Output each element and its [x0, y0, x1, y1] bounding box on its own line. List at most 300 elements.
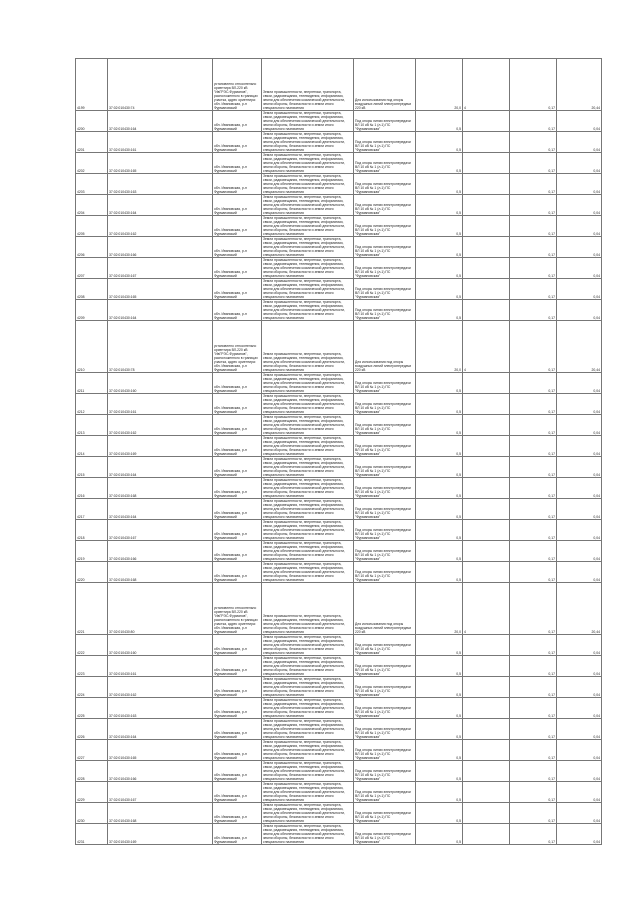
unit-cell	[463, 394, 510, 415]
coefficient-cell: 0,17	[510, 373, 557, 394]
cadastral-number-cell: 37:02:010430:80	[108, 583, 213, 635]
land-category-cell: Земли промышленности, энергетики, транспорта, связи, радиовещания, телевидения, информатики, земли для обеспечения космической деятельности, земли обороны, безопасности и земли иного специального назначения	[262, 216, 354, 237]
unit-cell	[463, 541, 510, 562]
table-row	[76, 740, 602, 761]
coefficient-cell: 0,17	[510, 457, 557, 478]
table-row	[76, 583, 602, 635]
table-row	[76, 174, 602, 195]
amount-cell: 0,04	[557, 394, 602, 415]
area-cell: 0,5	[416, 656, 463, 677]
row-number-cell: 4205	[76, 216, 108, 237]
permitted-use-cell: Под опоры линии электропередачи ВЛ 10 кВ № 1 (л-1) ПС "Фурмановская"	[354, 782, 416, 803]
coefficient-cell: 0,17	[510, 782, 557, 803]
cadastral-number-cell: 37:02:010430:161	[108, 656, 213, 677]
row-number-cell: 4230	[76, 803, 108, 824]
coefficient-cell: 0,17	[510, 656, 557, 677]
coefficient-cell: 0,17	[510, 499, 557, 520]
location-cell: обл. Ивановская, р-н Фурмановский	[213, 562, 262, 583]
unit-cell	[463, 457, 510, 478]
row-number-cell: 4208	[76, 279, 108, 300]
location-cell: обл. Ивановская, р-н Фурмановский	[213, 803, 262, 824]
permitted-use-cell: Под опоры линии электропередачи ВЛ 10 кВ № 1 (л-1) ПС "Фурмановская"	[354, 520, 416, 541]
unit-cell	[463, 499, 510, 520]
permitted-use-cell: Под опоры линии электропередачи ВЛ 10 кВ № 1 (л-1) ПС "Фурмановская"	[354, 457, 416, 478]
cadastral-number-cell: 37:02:010430:168	[108, 803, 213, 824]
unit-cell	[463, 740, 510, 761]
area-cell: 0,5	[416, 373, 463, 394]
area-cell: 0,5	[416, 740, 463, 761]
amount-cell: 0,04	[557, 803, 602, 824]
area-cell: 20,0	[416, 59, 463, 111]
table-row	[76, 698, 602, 719]
permitted-use-cell: Под опоры линии электропередачи ВЛ 10 кВ № 1 (л-1) ПС "Фурмановская"	[354, 719, 416, 740]
row-number-cell: 4226	[76, 719, 108, 740]
permitted-use-cell: Под опоры линии электропередачи ВЛ 10 кВ № 1 (л-1) ПС "Фурмановская"	[354, 761, 416, 782]
area-cell: 0,5	[416, 478, 463, 499]
cadastral-number-cell: 37:02:010430:166	[108, 761, 213, 782]
area-cell: 0,5	[416, 562, 463, 583]
permitted-use-cell: Под опоры линии электропередачи ВЛ 10 кВ № 1 (л-1) ПС "Фурмановская"	[354, 237, 416, 258]
permitted-use-cell: Под опоры линии электропередачи ВЛ 10 кВ № 1 (л-1) ПС "Фурмановская"	[354, 656, 416, 677]
table-row	[76, 761, 602, 782]
unit-cell	[463, 698, 510, 719]
table-row	[76, 656, 602, 677]
row-number-cell: 4214	[76, 436, 108, 457]
coefficient-cell: 0,17	[510, 300, 557, 321]
amount-cell: 0,04	[557, 541, 602, 562]
cadastral-number-cell: 37:02:010430:163	[108, 698, 213, 719]
coefficient-cell: 0,17	[510, 216, 557, 237]
permitted-use-cell: Под опоры линии электропередачи ВЛ 10 кВ № 1 (л-1) ПС "Фурмановская"	[354, 562, 416, 583]
unit-cell: 4	[463, 321, 510, 373]
location-cell: обл. Ивановская, р-н Фурмановский	[213, 237, 262, 258]
table-row	[76, 237, 602, 258]
location-cell: обл. Ивановская, р-н Фурмановский	[213, 258, 262, 279]
coefficient-cell: 0,17	[510, 195, 557, 216]
unit-cell	[463, 300, 510, 321]
location-cell: обл. Ивановская, р-н Фурмановский	[213, 132, 262, 153]
coefficient-cell: 0,17	[510, 59, 557, 111]
area-cell: 0,5	[416, 394, 463, 415]
permitted-use-cell: Под опоры линии электропередачи ВЛ 10 кВ № 1 (л-1) ПС "Фурмановская"	[354, 499, 416, 520]
table-row	[76, 373, 602, 394]
row-number-cell: 4224	[76, 677, 108, 698]
cadastral-number-cell: 37:02:010430:166	[108, 237, 213, 258]
permitted-use-cell: Под опоры линии электропередачи ВЛ 10 кВ № 1 (л-1) ПС "Фурмановская"	[354, 373, 416, 394]
permitted-use-cell: Под опоры линии электропередачи ВЛ 10 кВ № 1 (л-1) ПС "Фурмановская"	[354, 478, 416, 499]
table-row	[76, 195, 602, 216]
row-number-cell: 4211	[76, 373, 108, 394]
unit-cell	[463, 132, 510, 153]
coefficient-cell: 0,17	[510, 436, 557, 457]
row-number-cell: 4231	[76, 824, 108, 845]
location-cell: обл. Ивановская, р-н Фурмановский	[213, 677, 262, 698]
permitted-use-cell: Под опоры линии электропередачи ВЛ 10 кВ № 1 (л-1) ПС "Фурмановская"	[354, 258, 416, 279]
coefficient-cell: 0,17	[510, 677, 557, 698]
location-cell: обл. Ивановская, р-н Фурмановский	[213, 499, 262, 520]
coefficient-cell: 0,17	[510, 153, 557, 174]
permitted-use-cell: Под опоры линии электропередачи ВЛ 10 кВ № 1 (л-1) ПС "Фурмановская"	[354, 677, 416, 698]
land-category-cell: Земли промышленности, энергетики, транспорта, связи, радиовещания, телевидения, информатики, земли для обеспечения космической деятельности, земли обороны, безопасности и земли иного специального назначения	[262, 59, 354, 111]
location-cell: обл. Ивановская, р-н Фурмановский	[213, 824, 262, 845]
location-cell: обл. Ивановская, р-н Фурмановский	[213, 279, 262, 300]
row-number-cell: 4212	[76, 394, 108, 415]
unit-cell	[463, 373, 510, 394]
coefficient-cell: 0,17	[510, 321, 557, 373]
amount-cell: 0,04	[557, 300, 602, 321]
permitted-use-cell: Для использования под опоры воздушных линий электропередачи 220 кВ	[354, 321, 416, 373]
unit-cell	[463, 677, 510, 698]
table-row	[76, 803, 602, 824]
cadastral-number-cell: 37:02:010430:167	[108, 258, 213, 279]
coefficient-cell: 0,17	[510, 174, 557, 195]
amount-cell: 0,04	[557, 132, 602, 153]
location-cell: обл. Ивановская, р-н Фурмановский	[213, 457, 262, 478]
cadastral-number-cell: 37:02:010430:165	[108, 153, 213, 174]
area-cell: 0,5	[416, 195, 463, 216]
unit-cell	[463, 153, 510, 174]
table-row	[76, 677, 602, 698]
cadastral-number-cell: 37:02:010430:164	[108, 300, 213, 321]
amount-cell: 0,04	[557, 457, 602, 478]
row-number-cell: 4222	[76, 635, 108, 656]
cadastral-number-cell: 37:02:010430:164	[108, 457, 213, 478]
area-cell: 20,0	[416, 583, 463, 635]
amount-cell: 0,04	[557, 520, 602, 541]
coefficient-cell: 0,17	[510, 237, 557, 258]
cadastral-number-cell: 37:02:010430:167	[108, 782, 213, 803]
land-category-cell: Земли промышленности, энергетики, транспорта, связи, радиовещания, телевидения, информатики, земли для обеспечения космической деятельности, земли обороны, безопасности и земли иного специального назначения	[262, 698, 354, 719]
amount-cell: 0,04	[557, 478, 602, 499]
location-cell: обл. Ивановская, р-н Фурмановский	[213, 478, 262, 499]
table-row	[76, 132, 602, 153]
location-cell: обл. Ивановская, р-н Фурмановский	[213, 761, 262, 782]
land-category-cell: Земли промышленности, энергетики, транспорта, связи, радиовещания, телевидения, информатики, земли для обеспечения космической деятельности, земли обороны, безопасности и земли иного специального назначения	[262, 258, 354, 279]
land-category-cell: Земли промышленности, энергетики, транспорта, связи, радиовещания, телевидения, информатики, земли для обеспечения космической деятельности, земли обороны, безопасности и земли иного специального назначения	[262, 677, 354, 698]
area-cell: 0,5	[416, 436, 463, 457]
area-cell: 0,5	[416, 803, 463, 824]
location-cell: обл. Ивановская, р-н Фурмановский	[213, 373, 262, 394]
area-cell: 0,5	[416, 698, 463, 719]
area-cell: 0,5	[416, 782, 463, 803]
permitted-use-cell: Под опоры линии электропередачи ВЛ 10 кВ № 1 (л-1) ПС "Фурмановская"	[354, 195, 416, 216]
permitted-use-cell: Под опоры линии электропередачи ВЛ 10 кВ № 1 (л-1) ПС "Фурмановская"	[354, 300, 416, 321]
land-category-cell: Земли промышленности, энергетики, транспорта, связи, радиовещания, телевидения, информатики, земли для обеспечения космической деятельности, земли обороны, безопасности и земли иного специального назначения	[262, 195, 354, 216]
location-cell: обл. Ивановская, р-н Фурмановский	[213, 782, 262, 803]
permitted-use-cell: Под опоры линии электропередачи ВЛ 10 кВ № 1 (л-1) ПС "Фурмановская"	[354, 111, 416, 132]
row-number-cell: 4206	[76, 237, 108, 258]
cadastral-number-cell: 37:02:010430:166	[108, 541, 213, 562]
cadastral-number-cell: 37:02:010430:162	[108, 216, 213, 237]
amount-cell: 0,04	[557, 174, 602, 195]
row-number-cell: 4213	[76, 415, 108, 436]
area-cell: 0,5	[416, 719, 463, 740]
amount-cell: 0,04	[557, 373, 602, 394]
land-category-cell: Земли промышленности, энергетики, транспорта, связи, радиовещания, телевидения, информатики, земли для обеспечения космической деятельности, земли обороны, безопасности и земли иного специального назначения	[262, 300, 354, 321]
row-number-cell: 4202	[76, 153, 108, 174]
coefficient-cell: 0,17	[510, 279, 557, 300]
land-category-cell: Земли промышленности, энергетики, транспорта, связи, радиовещания, телевидения, информатики, земли для обеспечения космической деятельности, земли обороны, безопасности и земли иного специального назначения	[262, 415, 354, 436]
table-row	[76, 153, 602, 174]
land-category-cell: Земли промышленности, энергетики, транспорта, связи, радиовещания, телевидения, информатики, земли для обеспечения космической деятельности, земли обороны, безопасности и земли иного специального назначения	[262, 373, 354, 394]
permitted-use-cell: Под опоры линии электропередачи ВЛ 10 кВ № 1 (л-1) ПС "Фурмановская"	[354, 803, 416, 824]
row-number-cell: 4217	[76, 499, 108, 520]
land-category-cell: Земли промышленности, энергетики, транспорта, связи, радиовещания, телевидения, информатики, земли для обеспечения космической деятельности, земли обороны, безопасности и земли иного специального назначения	[262, 635, 354, 656]
location-cell: обл. Ивановская, р-н Фурмановский	[213, 541, 262, 562]
area-cell: 0,5	[416, 258, 463, 279]
permitted-use-cell: Для использования под опоры воздушных линий электропередачи 220 кВ	[354, 59, 416, 111]
coefficient-cell: 0,17	[510, 541, 557, 562]
row-number-cell: 4204	[76, 195, 108, 216]
location-cell: обл. Ивановская, р-н Фурмановский	[213, 520, 262, 541]
cadastral-number-cell: 37:02:010430:169	[108, 824, 213, 845]
table-row	[76, 635, 602, 656]
land-category-cell: Земли промышленности, энергетики, транспорта, связи, радиовещания, телевидения, информатики, земли для обеспечения космической деятельности, земли обороны, безопасности и земли иного специального назначения	[262, 321, 354, 373]
unit-cell: 4	[463, 583, 510, 635]
unit-cell	[463, 719, 510, 740]
coefficient-cell: 0,17	[510, 635, 557, 656]
location-cell: установлено относительно ориентира ВЛ-220 кВ "ИвГРЭС-Фурманов", расположенного в границах участка, адрес ориентира: обл. Ивановская, р-н Фурмановский	[213, 321, 262, 373]
cadastral-number-cell: 37:02:010430:163	[108, 174, 213, 195]
amount-cell: 0,04	[557, 677, 602, 698]
permitted-use-cell: Под опоры линии электропередачи ВЛ 10 кВ № 1 (л-1) ПС "Фурмановская"	[354, 824, 416, 845]
amount-cell: 0,04	[557, 824, 602, 845]
table-row	[76, 394, 602, 415]
amount-cell: 20,44	[557, 321, 602, 373]
amount-cell: 20,44	[557, 59, 602, 111]
location-cell: обл. Ивановская, р-н Фурмановский	[213, 111, 262, 132]
cadastral-number-cell: 37:02:010430:78	[108, 321, 213, 373]
location-cell: обл. Ивановская, р-н Фурмановский	[213, 719, 262, 740]
coefficient-cell: 0,17	[510, 824, 557, 845]
table-row	[76, 499, 602, 520]
area-cell: 0,5	[416, 279, 463, 300]
location-cell: обл. Ивановская, р-н Фурмановский	[213, 698, 262, 719]
row-number-cell: 4200	[76, 111, 108, 132]
location-cell: обл. Ивановская, р-н Фурмановский	[213, 415, 262, 436]
unit-cell	[463, 782, 510, 803]
land-category-cell: Земли промышленности, энергетики, транспорта, связи, радиовещания, телевидения, информатики, земли для обеспечения космической деятельности, земли обороны, безопасности и земли иного специального назначения	[262, 562, 354, 583]
table-row	[76, 415, 602, 436]
permitted-use-cell: Под опоры линии электропередачи ВЛ 10 кВ № 1 (л-1) ПС "Фурмановская"	[354, 216, 416, 237]
row-number-cell: 4229	[76, 782, 108, 803]
permitted-use-cell: Под опоры линии электропередачи ВЛ 10 кВ № 1 (л-1) ПС "Фурмановская"	[354, 436, 416, 457]
permitted-use-cell: Для использования под опоры воздушных линий электропередачи 220 кВ	[354, 583, 416, 635]
location-cell: обл. Ивановская, р-н Фурмановский	[213, 635, 262, 656]
row-number-cell: 4203	[76, 174, 108, 195]
location-cell: обл. Ивановская, р-н Фурмановский	[213, 174, 262, 195]
amount-cell: 0,04	[557, 237, 602, 258]
land-category-cell: Земли промышленности, энергетики, транспорта, связи, радиовещания, телевидения, информатики, земли для обеспечения космической деятельности, земли обороны, безопасности и земли иного специального назначения	[262, 583, 354, 635]
table-row	[76, 59, 602, 111]
unit-cell	[463, 635, 510, 656]
location-cell: обл. Ивановская, р-н Фурмановский	[213, 436, 262, 457]
land-category-cell: Земли промышленности, энергетики, транспорта, связи, радиовещания, телевидения, информатики, земли для обеспечения космической деятельности, земли обороны, безопасности и земли иного специального назначения	[262, 478, 354, 499]
land-category-cell: Земли промышленности, энергетики, транспорта, связи, радиовещания, телевидения, информатики, земли для обеспечения космической деятельности, земли обороны, безопасности и земли иного специального назначения	[262, 656, 354, 677]
unit-cell	[463, 174, 510, 195]
unit-cell	[463, 237, 510, 258]
land-category-cell: Земли промышленности, энергетики, транспорта, связи, радиовещания, телевидения, информатики, земли для обеспечения космической деятельности, земли обороны, безопасности и земли иного специального назначения	[262, 457, 354, 478]
row-number-cell: 4227	[76, 740, 108, 761]
amount-cell: 0,04	[557, 279, 602, 300]
cadastral-number-cell: 37:02:010430:164	[108, 111, 213, 132]
coefficient-cell: 0,17	[510, 562, 557, 583]
cadastral-number-cell: 37:02:010430:160	[108, 635, 213, 656]
area-cell: 0,5	[416, 677, 463, 698]
cadastral-number-cell: 37:02:010430:164	[108, 719, 213, 740]
permitted-use-cell: Под опоры линии электропередачи ВЛ 10 кВ № 1 (л-1) ПС "Фурмановская"	[354, 132, 416, 153]
unit-cell	[463, 520, 510, 541]
cadastral-number-cell: 37:02:010430:169	[108, 436, 213, 457]
coefficient-cell: 0,17	[510, 478, 557, 499]
permitted-use-cell: Под опоры линии электропередачи ВЛ 10 кВ № 1 (л-1) ПС "Фурмановская"	[354, 153, 416, 174]
row-number-cell: 4199	[76, 59, 108, 111]
land-category-cell: Земли промышленности, энергетики, транспорта, связи, радиовещания, телевидения, информатики, земли для обеспечения космической деятельности, земли обороны, безопасности и земли иного специального назначения	[262, 153, 354, 174]
table-body	[76, 59, 602, 845]
coefficient-cell: 0,17	[510, 740, 557, 761]
table-row	[76, 782, 602, 803]
area-cell: 0,5	[416, 457, 463, 478]
table-row	[76, 258, 602, 279]
amount-cell: 0,04	[557, 635, 602, 656]
table-row	[76, 111, 602, 132]
table-row	[76, 216, 602, 237]
location-cell: установлено относительно ориентира ВЛ-220 кВ "ИвГРЭС-Фурманов", расположенного в границах участка, адрес ориентира: обл. Ивановская, р-н Фурмановский	[213, 583, 262, 635]
land-category-cell: Земли промышленности, энергетики, транспорта, связи, радиовещания, телевидения, информатики, земли для обеспечения космической деятельности, земли обороны, безопасности и земли иного специального назначения	[262, 803, 354, 824]
amount-cell: 0,04	[557, 415, 602, 436]
land-category-cell: Земли промышленности, энергетики, транспорта, связи, радиовещания, телевидения, информатики, земли для обеспечения космической деятельности, земли обороны, безопасности и земли иного специального назначения	[262, 520, 354, 541]
area-cell: 0,5	[416, 111, 463, 132]
permitted-use-cell: Под опоры линии электропередачи ВЛ 10 кВ № 1 (л-1) ПС "Фурмановская"	[354, 415, 416, 436]
area-cell: 0,5	[416, 237, 463, 258]
row-number-cell: 4221	[76, 583, 108, 635]
area-cell: 0,5	[416, 761, 463, 782]
unit-cell	[463, 258, 510, 279]
coefficient-cell: 0,17	[510, 698, 557, 719]
amount-cell: 0,04	[557, 436, 602, 457]
row-number-cell: 4220	[76, 562, 108, 583]
area-cell: 0,5	[416, 174, 463, 195]
permitted-use-cell: Под опоры линии электропередачи ВЛ 10 кВ № 1 (л-1) ПС "Фурмановская"	[354, 740, 416, 761]
table-row	[76, 478, 602, 499]
cadastral-number-cell: 37:02:010430:164	[108, 499, 213, 520]
coefficient-cell: 0,17	[510, 111, 557, 132]
unit-cell	[463, 656, 510, 677]
table-row	[76, 279, 602, 300]
amount-cell: 0,04	[557, 258, 602, 279]
cadastral-number-cell: 37:02:010430:162	[108, 677, 213, 698]
amount-cell: 0,04	[557, 656, 602, 677]
area-cell: 0,5	[416, 300, 463, 321]
row-number-cell: 4209	[76, 300, 108, 321]
location-cell: обл. Ивановская, р-н Фурмановский	[213, 300, 262, 321]
land-category-cell: Земли промышленности, энергетики, транспорта, связи, радиовещания, телевидения, информатики, земли для обеспечения космической деятельности, земли обороны, безопасности и земли иного специального назначения	[262, 499, 354, 520]
cadastral-number-cell: 37:02:010430:168	[108, 562, 213, 583]
location-cell: обл. Ивановская, р-н Фурмановский	[213, 656, 262, 677]
row-number-cell: 4223	[76, 656, 108, 677]
unit-cell: 4	[463, 59, 510, 111]
unit-cell	[463, 216, 510, 237]
coefficient-cell: 0,17	[510, 583, 557, 635]
table-row	[76, 719, 602, 740]
cadastral-number-cell: 37:02:010430:161	[108, 132, 213, 153]
land-category-cell: Земли промышленности, энергетики, транспорта, связи, радиовещания, телевидения, информатики, земли для обеспечения космической деятельности, земли обороны, безопасности и земли иного специального назначения	[262, 761, 354, 782]
area-cell: 0,5	[416, 520, 463, 541]
row-number-cell: 4218	[76, 520, 108, 541]
permitted-use-cell: Под опоры линии электропередачи ВЛ 10 кВ № 1 (л-1) ПС "Фурмановская"	[354, 541, 416, 562]
land-category-cell: Земли промышленности, энергетики, транспорта, связи, радиовещания, телевидения, информатики, земли для обеспечения космической деятельности, земли обороны, безопасности и земли иного специального назначения	[262, 436, 354, 457]
unit-cell	[463, 562, 510, 583]
land-category-cell: Земли промышленности, энергетики, транспорта, связи, радиовещания, телевидения, информатики, земли для обеспечения космической деятельности, земли обороны, безопасности и земли иного специального назначения	[262, 541, 354, 562]
row-number-cell: 4216	[76, 478, 108, 499]
land-category-cell: Земли промышленности, энергетики, транспорта, связи, радиовещания, телевидения, информатики, земли для обеспечения космической деятельности, земли обороны, безопасности и земли иного специального назначения	[262, 132, 354, 153]
table-row	[76, 541, 602, 562]
table-row	[76, 457, 602, 478]
table-row	[76, 436, 602, 457]
cadastral-number-cell: 37:02:010430:168	[108, 478, 213, 499]
land-category-cell: Земли промышленности, энергетики, транспорта, связи, радиовещания, телевидения, информатики, земли для обеспечения космической деятельности, земли обороны, безопасности и земли иного специального назначения	[262, 719, 354, 740]
location-cell: обл. Ивановская, р-н Фурмановский	[213, 394, 262, 415]
unit-cell	[463, 415, 510, 436]
area-cell: 0,5	[416, 824, 463, 845]
location-cell: обл. Ивановская, р-н Фурмановский	[213, 153, 262, 174]
coefficient-cell: 0,17	[510, 520, 557, 541]
area-cell: 20,0	[416, 321, 463, 373]
unit-cell	[463, 436, 510, 457]
unit-cell	[463, 824, 510, 845]
land-category-cell: Земли промышленности, энергетики, транспорта, связи, радиовещания, телевидения, информатики, земли для обеспечения космической деятельности, земли обороны, безопасности и земли иного специального назначения	[262, 174, 354, 195]
area-cell: 0,5	[416, 499, 463, 520]
location-cell: обл. Ивановская, р-н Фурмановский	[213, 195, 262, 216]
permitted-use-cell: Под опоры линии электропередачи ВЛ 10 кВ № 1 (л-1) ПС "Фурмановская"	[354, 698, 416, 719]
land-category-cell: Земли промышленности, энергетики, транспорта, связи, радиовещания, телевидения, информатики, земли для обеспечения космической деятельности, земли обороны, безопасности и земли иного специального назначения	[262, 279, 354, 300]
amount-cell: 0,04	[557, 153, 602, 174]
cadastral-number-cell: 37:02:010430:74	[108, 59, 213, 111]
land-category-cell: Земли промышленности, энергетики, транспорта, связи, радиовещания, телевидения, информатики, земли для обеспечения космической деятельности, земли обороны, безопасности и земли иного специального назначения	[262, 237, 354, 258]
cadastral-number-cell: 37:02:010430:162	[108, 415, 213, 436]
permitted-use-cell: Под опоры линии электропередачи ВЛ 10 кВ № 1 (л-1) ПС "Фурмановская"	[354, 635, 416, 656]
amount-cell: 0,04	[557, 740, 602, 761]
amount-cell: 0,04	[557, 782, 602, 803]
amount-cell: 0,04	[557, 499, 602, 520]
area-cell: 0,5	[416, 635, 463, 656]
unit-cell	[463, 478, 510, 499]
table-row	[76, 520, 602, 541]
area-cell: 0,5	[416, 541, 463, 562]
area-cell: 0,5	[416, 216, 463, 237]
area-cell: 0,5	[416, 153, 463, 174]
land-category-cell: Земли промышленности, энергетики, транспорта, связи, радиовещания, телевидения, информатики, земли для обеспечения космической деятельности, земли обороны, безопасности и земли иного специального назначения	[262, 394, 354, 415]
unit-cell	[463, 195, 510, 216]
unit-cell	[463, 803, 510, 824]
row-number-cell: 4210	[76, 321, 108, 373]
cadastral-number-cell: 37:02:010430:167	[108, 520, 213, 541]
amount-cell: 0,04	[557, 698, 602, 719]
unit-cell	[463, 279, 510, 300]
cadastral-number-cell: 37:02:010430:164	[108, 195, 213, 216]
row-number-cell: 4225	[76, 698, 108, 719]
amount-cell: 0,04	[557, 761, 602, 782]
permitted-use-cell: Под опоры линии электропередачи ВЛ 10 кВ № 1 (л-1) ПС "Фурмановская"	[354, 394, 416, 415]
row-number-cell: 4219	[76, 541, 108, 562]
amount-cell: 0,04	[557, 719, 602, 740]
location-cell: обл. Ивановская, р-н Фурмановский	[213, 216, 262, 237]
table-row	[76, 824, 602, 845]
amount-cell: 0,04	[557, 195, 602, 216]
coefficient-cell: 0,17	[510, 761, 557, 782]
unit-cell	[463, 761, 510, 782]
cadastral-number-cell: 37:02:010430:165	[108, 740, 213, 761]
